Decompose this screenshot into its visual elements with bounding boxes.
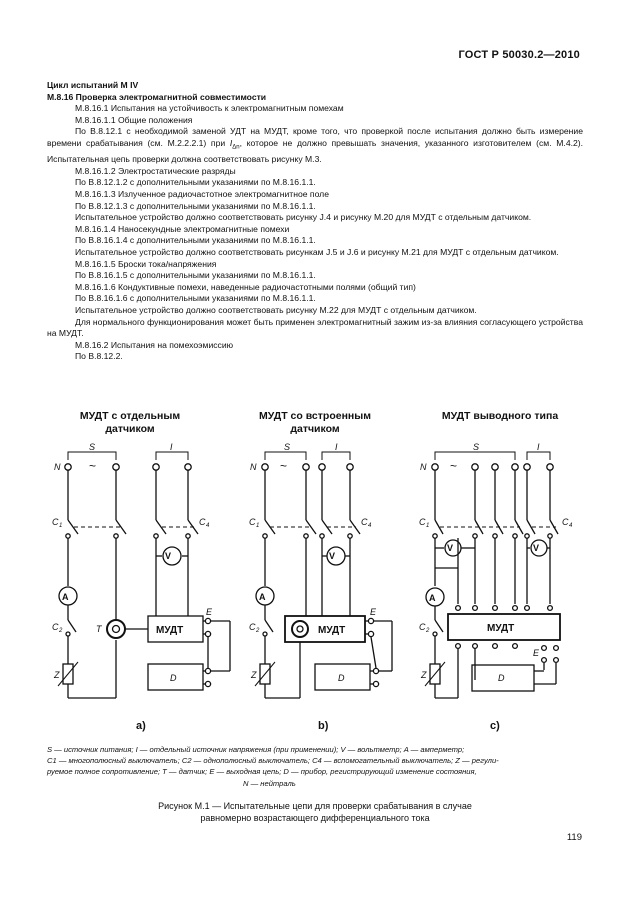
section-title: M.8.16 Проверка электромагнитной совместимости bbox=[47, 91, 267, 102]
label-n-c: N bbox=[420, 462, 427, 472]
subfigure-c-label: c) bbox=[490, 720, 500, 732]
ammeter-a: A bbox=[62, 592, 69, 602]
label-c4-a: C bbox=[199, 517, 206, 527]
label-c2-sub-c: 2 bbox=[426, 628, 430, 634]
label-d-c: D bbox=[498, 673, 505, 683]
clause: По B.8.12.1.2 с дополнительными указаниями по M.8.16.1.1. bbox=[75, 177, 316, 188]
label-s-c: S bbox=[473, 442, 480, 452]
legend-line: руемое полное сопротивление; T — датчик; E — выходная цепь; D — прибор, регистрирующий изменение состояния, bbox=[47, 767, 477, 777]
paragraph: Для нормального функционирования может быть применен электромагнитный зажим из-за влияния согласующего устройства на МУДТ. bbox=[47, 316, 583, 339]
legend-line: S — источник питания; I — отдельный источник напряжения (при применении); V — вольтметр; A — амперметр; bbox=[47, 745, 465, 754]
label-c4-b: C bbox=[361, 517, 368, 527]
mudt-c: МУДТ bbox=[487, 623, 515, 634]
p3-post: , которое не должно превышать значения, указанного изготовителем (см. M.4.2). Испытательная цепь проверки должна соответствовать рисунку M.3. bbox=[47, 137, 584, 165]
legend-line: N — нейтраль bbox=[243, 778, 296, 788]
label-e-c: E bbox=[533, 648, 540, 658]
mudt-a: МУДТ bbox=[156, 625, 184, 636]
clause: M.8.16.1.2 Электростатические разряды bbox=[75, 165, 236, 176]
subfigure-a-label: a) bbox=[136, 720, 146, 732]
clause: По B.8.16.1.4 с дополнительными указаниями по M.8.16.1.1. bbox=[75, 235, 316, 246]
label-i-b: I bbox=[335, 442, 338, 452]
figure-b-title-line1: МУДТ со встроенным bbox=[259, 410, 371, 422]
voltmeter-c2: V bbox=[533, 543, 540, 553]
label-c2-c: C bbox=[419, 622, 426, 632]
label-c4-sub-a: 4 bbox=[206, 523, 210, 529]
label-d-a: D bbox=[170, 673, 177, 683]
document-header: ГОСТ Р 50030.2—2010 bbox=[458, 49, 580, 61]
label-c1-sub-a: 1 bbox=[59, 523, 63, 529]
label-c2-sub-a: 2 bbox=[59, 628, 63, 634]
page-number: 119 bbox=[566, 832, 582, 843]
caption-line2: равномерно возрастающего дифференциального тока bbox=[200, 813, 430, 823]
voltmeter-a: V bbox=[165, 551, 172, 561]
ammeter-b: A bbox=[259, 592, 266, 602]
paragraph: Испытательное устройство должно соответствовать рисункам J.5 и J.6 и рисунку M.21 для МУДТ с отдельным датчиком. bbox=[75, 247, 559, 258]
clause: M.8.16.1.3 Излученное радиочастотное электромагнитное поле bbox=[75, 189, 329, 200]
figure-a-title-line2: датчиком bbox=[105, 423, 155, 435]
clause: M.8.16.1 Испытания на устойчивость к электромагнитным помехам bbox=[75, 103, 344, 114]
label-c4-sub-c: 4 bbox=[569, 523, 573, 529]
tilde-b: ~ bbox=[280, 459, 288, 473]
label-d-b: D bbox=[338, 673, 345, 683]
label-i-c: I bbox=[537, 442, 540, 452]
legend-line: C1 — многополюсный выключатель; C2 — однополюсный выключатель; C4 — вспомогательный выключатель; Z — регули- bbox=[47, 756, 499, 766]
p3-subscript: Δn bbox=[232, 144, 240, 151]
diagram-b bbox=[255, 452, 392, 698]
subfigure-b-label: b) bbox=[318, 720, 329, 732]
figure-b-title-line2: датчиком bbox=[290, 423, 340, 435]
clause: По B.8.12.1.3 с дополнительными указаниями по M.8.16.1.1. bbox=[75, 200, 316, 211]
label-c1-c: C bbox=[419, 517, 426, 527]
label-s-b: S bbox=[284, 442, 291, 452]
figure-c-title: МУДТ выводного типа bbox=[441, 410, 559, 422]
clause: По B.8.16.1.6 с дополнительными указаниями по M.8.16.1.1. bbox=[75, 293, 316, 304]
tilde-c: ~ bbox=[450, 459, 458, 473]
figure-a-title-line1: МУДТ с отдельным bbox=[79, 410, 181, 422]
label-t-a: T bbox=[96, 624, 102, 634]
tilde-a: ~ bbox=[89, 459, 97, 473]
label-c2-sub-b: 2 bbox=[256, 628, 260, 634]
diagram-c bbox=[425, 452, 560, 698]
caption-line1: Рисунок M.1 — Испытательные цепи для проверки срабатывания в случае bbox=[158, 801, 472, 811]
p3-symbol: I bbox=[229, 137, 233, 148]
label-c1-sub-c: 1 bbox=[426, 523, 430, 529]
clause: M.8.16.1.1 Общие положения bbox=[75, 114, 193, 125]
label-i-a: I bbox=[170, 442, 173, 452]
p3-pre: По B.8.12.1 с необходимой заменой УДТ на МУДТ, кроме того, что проверкой после испытания должно быть измерение времени срабатывания (см. M.2.2.2.1) при bbox=[47, 126, 583, 148]
label-e-a: E bbox=[206, 607, 213, 617]
paragraph: Испытательное устройство должно соответствовать рисунку J.4 и рисунку M.20 для МУДТ с отдельным датчиком. bbox=[75, 212, 532, 223]
label-n-b: N bbox=[250, 462, 257, 472]
clause: По B.8.16.1.5 с дополнительными указаниями по M.8.16.1.1. bbox=[75, 270, 316, 281]
diagram-a bbox=[58, 452, 230, 698]
clause: Испытательное устройство должно соответствовать рисунку M.22 для МУДТ с отдельным датчиком. bbox=[75, 305, 477, 315]
voltmeter-c1: V bbox=[447, 543, 454, 553]
label-e-b: E bbox=[370, 607, 377, 617]
clause: По B.8.12.2. bbox=[75, 351, 123, 362]
label-z-b: Z bbox=[251, 670, 257, 680]
label-c2-b: C bbox=[249, 622, 256, 632]
clause: M.8.16.2 Испытания на помехоэмиссию bbox=[75, 339, 234, 350]
figure-legend bbox=[47, 744, 583, 789]
cycle-title: Цикл испытаний M IV bbox=[47, 80, 139, 90]
label-c1-a: C bbox=[52, 517, 59, 527]
clause: M.8.16.1.6 Кондуктивные помехи, наведенные радиочастотными полями (общий тип) bbox=[75, 281, 416, 292]
label-c1-b: C bbox=[249, 517, 256, 527]
label-c4-c: C bbox=[562, 517, 569, 527]
label-s-a: S bbox=[89, 442, 96, 452]
figure-caption bbox=[0, 800, 630, 824]
label-n-a: N bbox=[54, 462, 61, 472]
clause: M.8.16.1.5 Броски тока/напряжения bbox=[75, 258, 217, 269]
ammeter-c: A bbox=[429, 593, 436, 603]
label-c2-a: C bbox=[52, 622, 59, 632]
label-c1-sub-b: 1 bbox=[256, 523, 260, 529]
label-c4-sub-b: 4 bbox=[368, 523, 372, 529]
label-z-a: Z bbox=[54, 670, 60, 680]
mudt-b: МУДТ bbox=[318, 625, 346, 636]
clause: M.8.16.1.4 Наносекундные электромагнитные помехи bbox=[75, 223, 290, 234]
voltmeter-b: V bbox=[329, 551, 336, 561]
label-z-c: Z bbox=[421, 670, 427, 680]
